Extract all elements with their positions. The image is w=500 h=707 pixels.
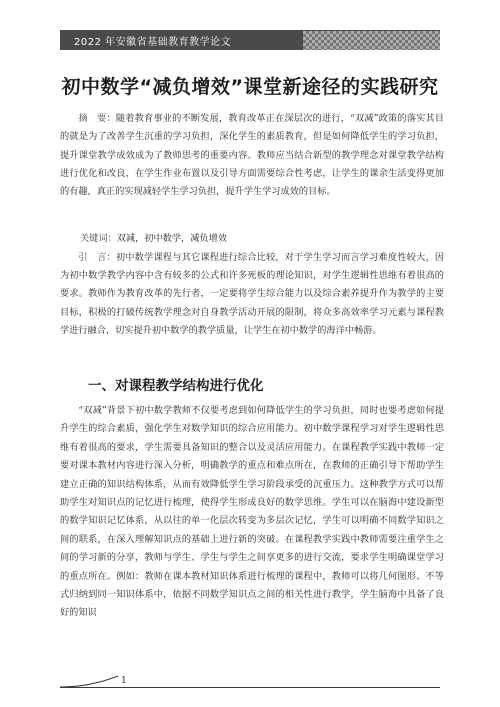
- abstract-paragraph: [60, 110, 444, 201]
- paper-title: 初中数学“减负增效”课堂新途径的实践研究: [61, 76, 439, 98]
- page-number: 1: [121, 676, 127, 686]
- keywords-label: 关键词：: [80, 233, 117, 244]
- intro-label: 引 言：: [78, 252, 116, 263]
- abstract-text: 随着教育事业的不断发展，教育改革正在深层次的进行，“双减”政策的落实其目的就是为了改善学生沉重的学习负担，深化学生的素质教育，但是如何降低学生的学习负担，提升课堂教学成效成为了教师思考的重要内容。教师应当结合新型的教学理念对课堂教学结构进行优化和改良，在学生作业布置以及引导方面需要综合性考虑，让学生的课余生活变得更加的有趣，真正的实现减轻学生学习负担，提升学生学习成效的目标。: [60, 113, 444, 198]
- section-heading-1: 一、对课程教学结构进行优化: [88, 378, 264, 394]
- header-decoration-pattern: [303, 31, 440, 50]
- intro-paragraph: [60, 249, 444, 340]
- section-1-paragraph: “双减”背景下初中数学教师不仅要考虑到如何降低学生的学习负担，同时也要考虑如何提升学生的综合素质，强化学生对数学知识的综合应用能力。初中数学课程学习对学生逻辑性思维有着很高的要求，学生需要具备知识的整合以及灵活应用能力。在课程教学实践中教师一定要对课本教材内容进行深入分析，明确教学的重点和难点所在，在教师的正确引导下帮助学生建立正确的知识结构体系，从而有效降低学生学习阶段承受的沉重压力。这种教学方式可以帮助学生对知识点的记忆进行梳理，使得学生形成良好的数学思维。学生可以在脑海中建设新型的数学知识记忆体系，从以往的单一化层次转变为多层次记忆，学生可以明确不同数学知识之间的联系，在深入理解知识点的基础上进行新的突破。在课程教学实践中教师需要注重学生之间的学习新的分享，教师与学生、学生与学生之间享更多的进行交流，要求学生明确课堂学习的重点所在。例如：教师在课本教材知识体系进行梳理的课程中，教师可以将几何图形、不等式归纳到同一知识体系中，依据不同数学知识点之间的相关性进行教学，学生脑海中具备了良好的知识: [60, 405, 444, 619]
- keywords-line: [80, 230, 440, 248]
- intro-text: 初中数学课程与其它课程进行综合比较，对于学生学习而言学习难度性较大，因为初中数学教学内容中含有较多的公式和许多死板的理论知识，对学生逻辑性思维有着很高的要求。教师作为教育改革的先行者，一定要将学生综合能力以及综合素养提升作为教学的主要目标，积极的打破传统教学理念对自身教学活动开展的限制，将众多高效率学习元素与课程教学进行融合，切实提升初中数学的教学质量，让学生在初中数学的海洋中畅游。: [60, 252, 445, 336]
- keywords-text: 双减，初中数学，减负增效: [116, 233, 227, 244]
- abstract-label: 摘 要：: [78, 113, 116, 124]
- header-banner-text: 2022 年安徽省基础教育教学论文: [74, 37, 232, 48]
- footer-rule: [60, 687, 440, 688]
- footer-swoosh-decoration: [60, 674, 120, 688]
